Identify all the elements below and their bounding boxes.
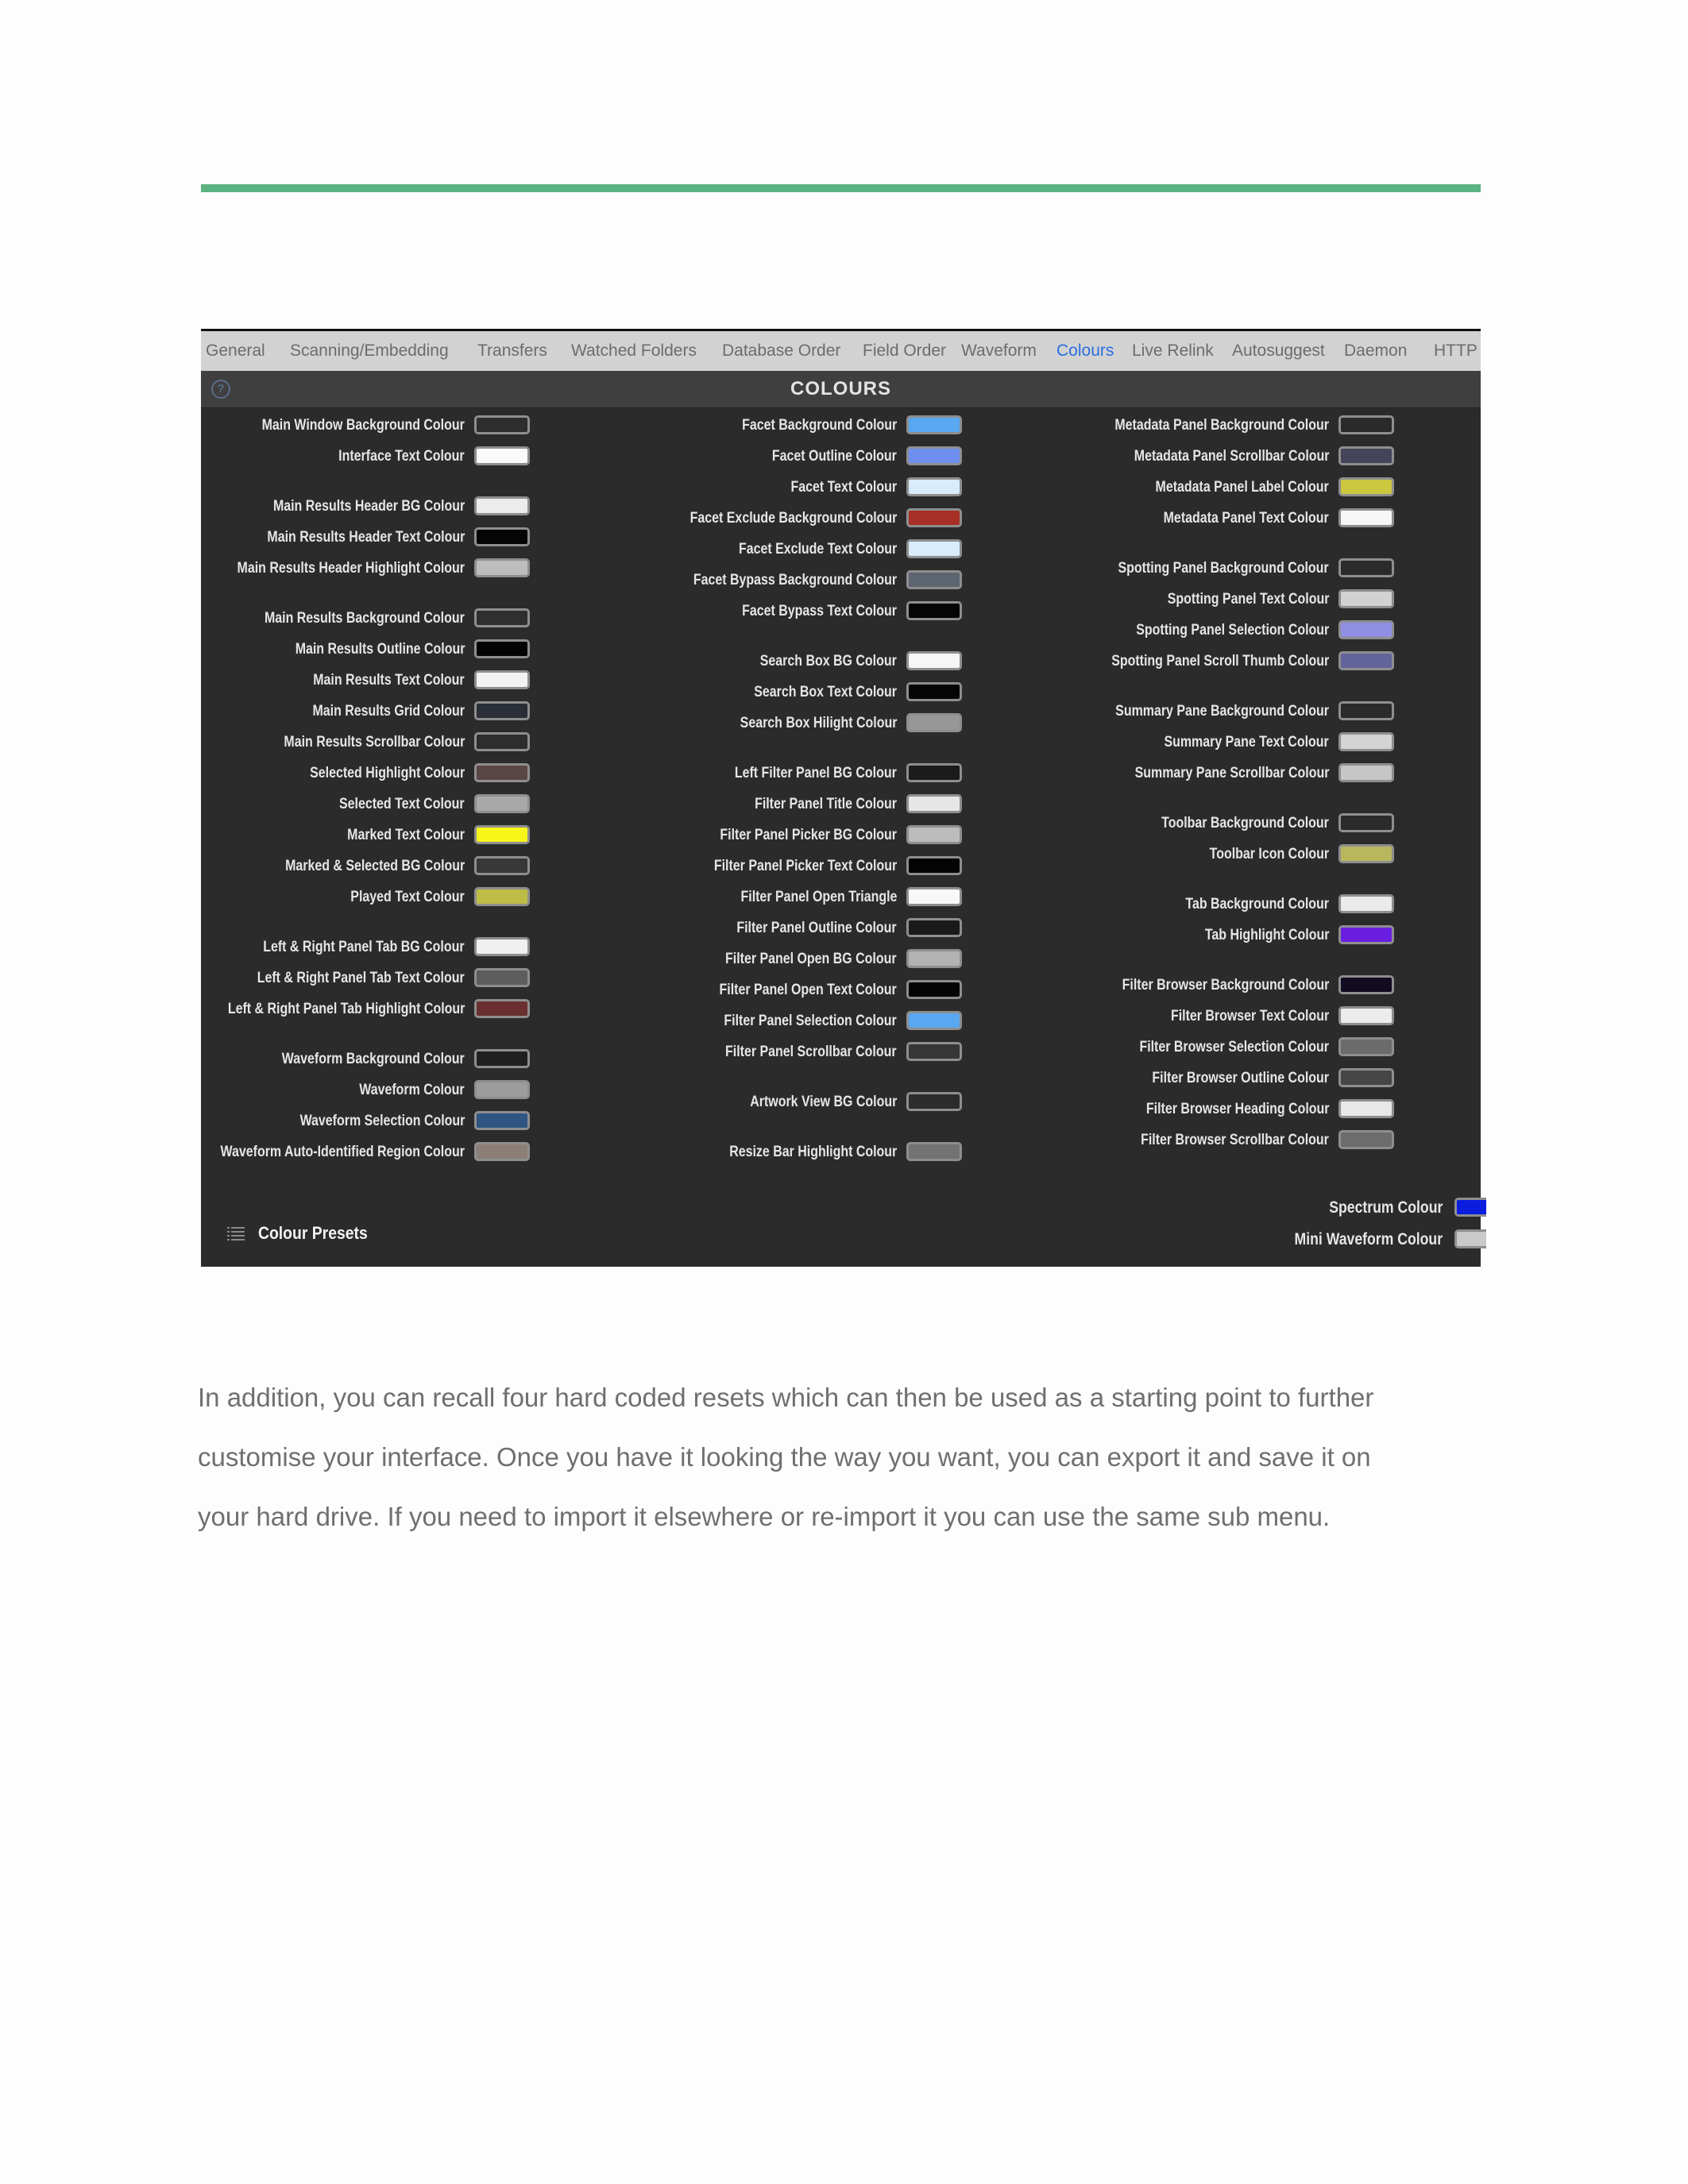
body-line: your hard drive. If you need to import it elsewhere or re-import it you can use the same sub menu.	[198, 1502, 1331, 1531]
colour-swatch[interactable]	[1338, 894, 1394, 913]
colour-setting-label: Filter Panel Open Text Colour	[719, 982, 897, 998]
colour-setting-label: Mini Waveform Colour	[1294, 1230, 1443, 1248]
tab-colours[interactable]: Colours	[1056, 341, 1114, 360]
colour-setting-label: Search Box Text Colour	[754, 684, 897, 700]
colour-setting-label: Filter Panel Scrollbar Colour	[725, 1044, 897, 1060]
colour-swatch[interactable]	[1338, 508, 1394, 527]
colour-setting-label: Search Box BG Colour	[759, 653, 897, 669]
tab-general[interactable]: General	[206, 341, 265, 360]
colour-setting-label: Summary Pane Background Colour	[1115, 703, 1329, 720]
accent-rule	[201, 184, 1481, 192]
colour-setting-label: Filter Panel Outline Colour	[736, 920, 897, 936]
colour-swatch[interactable]	[1338, 1006, 1394, 1025]
colour-setting-label: Main Results Outline Colour	[295, 641, 465, 658]
colour-swatch[interactable]	[1338, 620, 1394, 639]
colour-setting-label: Facet Bypass Background Colour	[693, 572, 897, 588]
colour-swatch[interactable]	[1338, 813, 1394, 832]
colour-setting-row	[201, 650, 1398, 673]
colour-swatch[interactable]	[1338, 732, 1394, 751]
colour-setting-label: Main Window Background Colour	[261, 417, 465, 434]
colour-setting-row	[201, 1228, 1481, 1252]
colour-setting-row	[201, 588, 1398, 612]
colour-swatch[interactable]	[906, 794, 962, 813]
colour-setting-label: Facet Text Colour	[790, 479, 897, 496]
preferences-tab-bar	[201, 331, 1481, 372]
colour-setting-label: Filter Browser Scrollbar Colour	[1141, 1132, 1329, 1148]
colour-setting-label: Waveform Auto-Identified Region Colour	[220, 1144, 465, 1160]
colour-setting-row	[201, 893, 1398, 916]
colour-setting-label: Marked & Selected BG Colour	[284, 858, 465, 874]
colour-swatch[interactable]	[1338, 975, 1394, 994]
colour-setting-label: Spotting Panel Selection Colour	[1136, 622, 1329, 639]
colour-setting-label: Filter Browser Heading Colour	[1145, 1101, 1329, 1117]
colour-swatch[interactable]	[1338, 589, 1394, 608]
tab-field-order[interactable]: Field Order	[863, 341, 947, 360]
colour-setting-row	[201, 619, 1398, 642]
colour-setting-label: Metadata Panel Text Colour	[1163, 510, 1329, 527]
colour-swatch[interactable]	[906, 539, 962, 558]
colour-swatch[interactable]	[1338, 763, 1394, 782]
colour-setting-label: Filter Browser Text Colour	[1170, 1008, 1329, 1024]
colour-setting-label: Filter Browser Selection Colour	[1139, 1039, 1329, 1055]
colour-setting-label: Filter Panel Picker Text Colour	[713, 858, 897, 874]
colour-setting-label: Filter Panel Selection Colour	[724, 1013, 897, 1029]
colour-setting-label: Facet Outline Colour	[772, 448, 897, 465]
colour-setting-row	[201, 762, 1398, 785]
colour-setting-row	[201, 1098, 1398, 1121]
colour-setting-row	[201, 1067, 1398, 1090]
colour-setting-row	[201, 1036, 1398, 1059]
colour-swatch[interactable]	[1338, 1037, 1394, 1056]
colour-setting-label: Spotting Panel Background Colour	[1118, 560, 1329, 577]
colour-setting-row	[201, 507, 1398, 531]
colour-setting-label: Played Text Colour	[350, 889, 465, 905]
colour-swatch[interactable]	[1338, 701, 1394, 720]
colour-setting-label: Metadata Panel Scrollbar Colour	[1134, 448, 1329, 465]
colour-swatch[interactable]	[1338, 446, 1394, 465]
colour-setting-row	[201, 445, 1398, 469]
colour-setting-label: Marked Text Colour	[347, 827, 465, 843]
colour-setting-label: Facet Exclude Background Colour	[689, 510, 897, 527]
colour-setting-label: Left Filter Panel BG Colour	[735, 765, 897, 781]
colour-setting-row	[201, 476, 1398, 500]
colour-setting-label: Filter Panel Open BG Colour	[725, 951, 897, 967]
colour-setting-label: Main Results Header Highlight Colour	[237, 560, 465, 577]
colour-setting-label: Main Results Header Text Colour	[267, 529, 465, 546]
tab-live-relink[interactable]: Live Relink	[1132, 341, 1214, 360]
colour-setting-row	[201, 731, 1398, 754]
colour-setting-label: Filter Panel Open Triangle	[740, 889, 897, 905]
colour-swatch[interactable]	[1454, 1198, 1486, 1217]
colour-setting-label: Main Results Header BG Colour	[272, 498, 465, 515]
tab-daemon[interactable]: Daemon	[1344, 341, 1408, 360]
tab-watched-folders[interactable]: Watched Folders	[571, 341, 697, 360]
colour-setting-row	[201, 924, 1398, 947]
colour-settings-area	[201, 408, 1481, 1160]
colour-setting-label: Summary Pane Text Colour	[1164, 734, 1329, 751]
colour-setting-row	[201, 414, 1398, 438]
colour-swatch[interactable]	[1338, 844, 1394, 863]
colour-setting-label: Waveform Selection Colour	[299, 1113, 465, 1129]
colour-setting-label: Spotting Panel Scroll Thumb Colour	[1111, 653, 1329, 669]
tab-database-order[interactable]: Database Order	[722, 341, 841, 360]
colour-setting-label: Main Results Text Colour	[313, 672, 465, 689]
colour-setting-label: Selected Highlight Colour	[309, 765, 465, 781]
colour-swatch[interactable]	[1338, 1130, 1394, 1149]
colour-setting-label: Filter Browser Outline Colour	[1152, 1070, 1329, 1086]
colour-setting-label: Spectrum Colour	[1328, 1198, 1443, 1217]
panel-header	[201, 371, 1481, 408]
colour-setting-row	[201, 812, 1398, 835]
colour-swatch[interactable]	[1338, 651, 1394, 670]
colour-setting-label: Spotting Panel Text Colour	[1167, 591, 1329, 608]
colours-preferences-screenshot	[201, 329, 1481, 1267]
colour-swatch[interactable]	[1338, 558, 1394, 577]
colour-setting-label: Filter Panel Picker BG Colour	[720, 827, 897, 843]
colour-swatch[interactable]	[1338, 925, 1394, 944]
colour-swatch[interactable]	[1338, 477, 1394, 496]
colour-setting-label: Left & Right Panel Tab BG Colour	[263, 939, 465, 955]
colour-setting-label: Facet Exclude Text Colour	[738, 541, 897, 558]
tab-autosuggest[interactable]: Autosuggest	[1232, 341, 1325, 360]
body-paragraph	[198, 1368, 1489, 1546]
colour-setting-label: Summary Pane Scrollbar Colour	[1134, 765, 1329, 781]
colour-setting-label: Waveform Background Colour	[282, 1051, 465, 1067]
colour-swatch[interactable]	[1338, 1068, 1394, 1087]
colour-setting-label: Metadata Panel Label Colour	[1155, 479, 1329, 496]
colour-setting-label: Left & Right Panel Tab Text Colour	[257, 970, 465, 986]
colour-setting-label: Artwork View BG Colour	[749, 1094, 897, 1110]
colour-setting-row	[201, 1005, 1398, 1028]
colour-setting-label: Waveform Colour	[359, 1082, 465, 1098]
colour-setting-row	[201, 557, 1398, 581]
tab-scanning-embedding[interactable]: Scanning/Embedding	[290, 341, 449, 360]
tab-http[interactable]: HTTP	[1434, 341, 1477, 360]
colour-setting-label: Metadata Panel Background Colour	[1114, 417, 1329, 434]
colour-setting-label: Selected Text Colour	[339, 796, 465, 812]
colour-setting-label: Toolbar Background Colour	[1161, 815, 1329, 832]
colour-swatch[interactable]	[906, 949, 962, 968]
body-line: customise your interface. Once you have it looking the way you want, you can export it and save it on	[198, 1442, 1371, 1472]
list-icon[interactable]	[227, 1226, 245, 1241]
colour-presets-button[interactable]: Colour Presets	[258, 1223, 368, 1243]
colour-setting-label: Facet Bypass Text Colour	[742, 603, 897, 619]
colour-setting-label: Resize Bar Highlight Colour	[728, 1144, 897, 1160]
colour-swatch[interactable]	[1454, 1229, 1486, 1248]
colour-setting-label: Main Results Scrollbar Colour	[284, 734, 465, 751]
colour-setting-label: Main Results Background Colour	[265, 610, 465, 627]
colour-setting-row	[201, 947, 966, 971]
colour-setting-row	[201, 700, 1398, 723]
colour-setting-row	[201, 1129, 1398, 1152]
colour-setting-row	[201, 843, 1398, 866]
colour-setting-row	[201, 1196, 1481, 1220]
colour-swatch[interactable]	[1338, 1099, 1394, 1118]
colour-setting-label: Filter Panel Title Colour	[755, 796, 897, 812]
colour-swatch[interactable]	[906, 682, 962, 701]
colour-swatch[interactable]	[1338, 415, 1394, 434]
panel-title: COLOURS	[790, 378, 891, 399]
colour-setting-label: Tab Background Colour	[1185, 896, 1329, 913]
tab-waveform[interactable]: Waveform	[961, 341, 1037, 360]
colour-setting-row	[201, 974, 1398, 997]
colour-setting-label: Main Results Grid Colour	[312, 703, 465, 720]
colour-setting-label: Facet Background Colour	[741, 417, 897, 434]
colour-setting-label: Interface Text Colour	[338, 448, 465, 465]
question-icon[interactable]: ?	[211, 380, 230, 399]
colour-setting-label: Filter Browser Background Colour	[1122, 977, 1329, 994]
colour-setting-label: Search Box Hilight Colour	[740, 715, 897, 731]
colour-setting-label: Toolbar Icon Colour	[1209, 846, 1329, 862]
colour-setting-label: Left & Right Panel Tab Highlight Colour	[227, 1001, 465, 1017]
body-line: In addition, you can recall four hard coded resets which can then be used as a starting point to further	[198, 1383, 1374, 1412]
colour-setting-label: Tab Highlight Colour	[1204, 927, 1329, 943]
tab-transfers[interactable]: Transfers	[477, 341, 547, 360]
